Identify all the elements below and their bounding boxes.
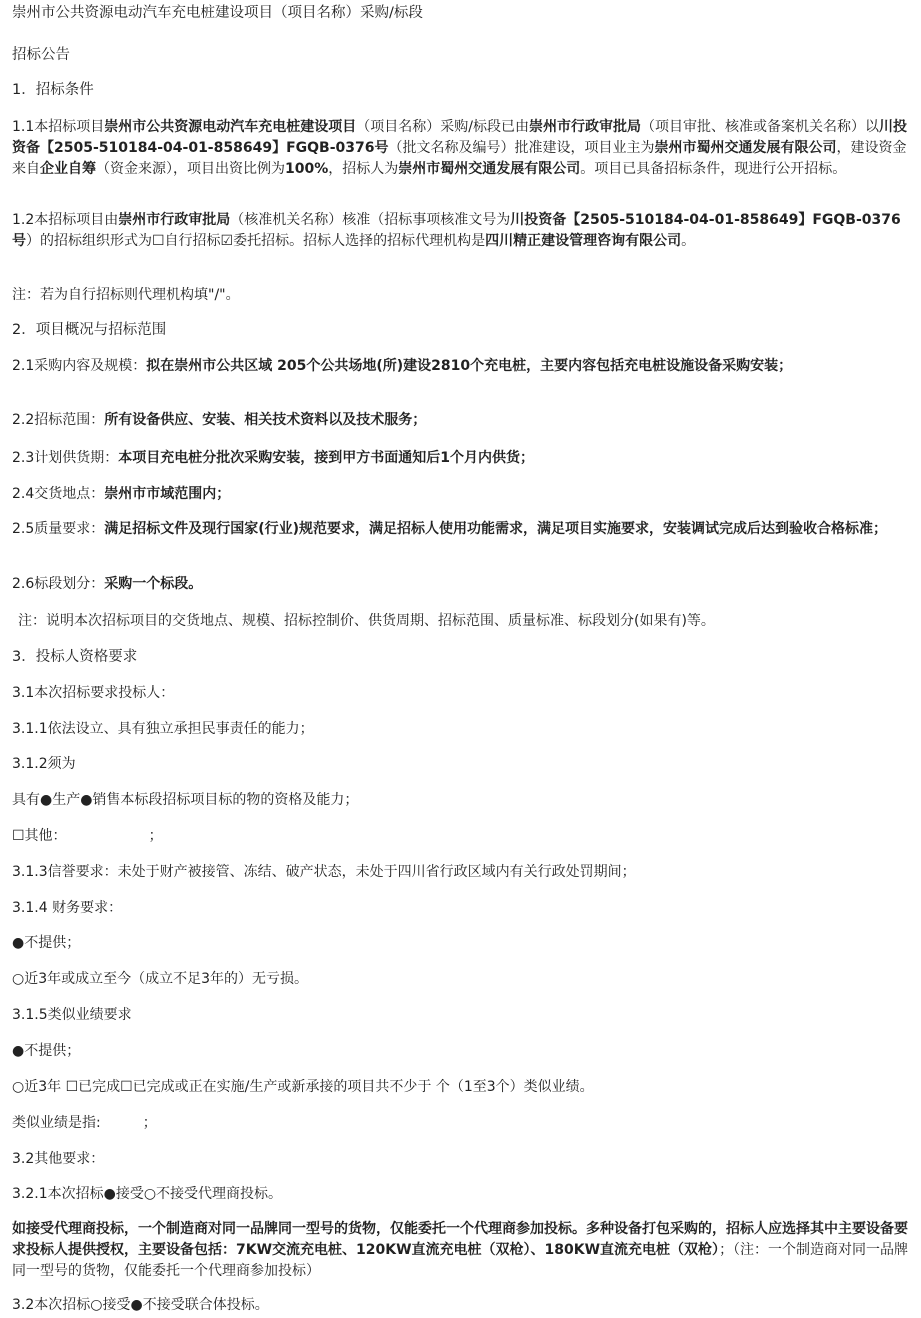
document-title: 崇州市公共资源电动汽车充电桩建设项目（项目名称）采购/标段 xyxy=(12,5,423,21)
line-3-2: 3.2其他要求： xyxy=(12,1151,105,1167)
document-subtitle: 招标公告 xyxy=(12,47,70,63)
section-2-heading: 2．项目概况与招标范围 xyxy=(12,322,167,338)
paragraph-2-1: 2.1采购内容及规模：拟在崇州市公共区域 205个公共场地(所)建设2810个充电桩，主要内容包括充电桩设施设备采购安装； xyxy=(12,358,793,374)
line-3-1-1: 3.1.1依法设立、具有独立承担民事责任的能力； xyxy=(12,721,314,737)
line-3-1: 3.1本次招标要求投标人： xyxy=(12,685,175,701)
section-1-note: 注：若为自行招标则代理机构填"/"。 xyxy=(12,287,240,303)
line-3-1-4-option-a: ●不提供； xyxy=(12,935,81,951)
paragraph-2-2: 2.2招标范围：所有设备供应、安装、相关技术资料以及技术服务； xyxy=(12,412,427,428)
line-3-1-5: 3.1.5类似业绩要求 xyxy=(12,1007,132,1023)
paragraph-1-1: 1.1本招标项目崇州市公共资源电动汽车充电桩建设项目（项目名称）采购/标段已由崇州市行政审批局（项目审批、核准或备案机关名称）以川投资备【2505-510184-04-01-858649】FGQB-0376号（批文名称及编号）批准建设，项目业主为崇州市蜀州交通发展有限公司，建设资金来自企业自筹（资金来源），项目出资比例为100%，招标人为崇州市蜀州交通发展有限公司。项目已具备招标条件，现进行公开招标。 xyxy=(12,119,907,177)
line-similar-performance: 类似业绩是指: ； xyxy=(12,1115,157,1131)
line-3-1-2-other: ☐其他： ； xyxy=(12,828,163,844)
line-3-1-5-option-b: ○近3年 ☐已完成☐已完成或正在实施/生产或新承接的项目共不少于 个（1至3个）类似业绩。 xyxy=(12,1079,594,1095)
paragraph-2-3: 2.3计划供货期：本项目充电桩分批次采购安装，接到甲方书面通知后1个月内供货； xyxy=(12,450,535,466)
paragraph-agent: 如接受代理商投标，一个制造商对同一品牌同一型号的货物，仅能委托一个代理商参加投标。多种设备打包采购的，招标人应选择其中主要设备要求投标人提供授权，主要设备包括：7KW交流充电桩、120KW直流充电桩（双枪）、180KW直流充电桩（双枪）；（注：一个制造商对同一品牌同一型号的货物，仅能委托一个代理商参加投标） xyxy=(12,1221,909,1279)
line-3-1-3: 3.1.3信誉要求：未处于财产被接管、冻结、破产状态，未处于四川省行政区域内有关行政处罚期间； xyxy=(12,864,636,880)
line-3-2-1: 3.2.1本次招标●接受○不接受代理商投标。 xyxy=(12,1186,283,1202)
line-3-1-4-option-b: ○近3年或成立至今（成立不足3年的）无亏损。 xyxy=(12,971,309,987)
section-1-heading: 1．招标条件 xyxy=(12,82,94,98)
line-3-1-2-qualification: 具有●生产●销售本标段招标项目标的物的资格及能力； xyxy=(12,792,359,808)
line-3-2-joint-bid: 3.2本次招标○接受●不接受联合体投标。 xyxy=(12,1297,269,1313)
line-3-1-5-option-a: ●不提供； xyxy=(12,1043,81,1059)
section-2-note: 注：说明本次招标项目的交货地点、规模、招标控制价、供货周期、招标范围、质量标准、标段划分(如果有)等。 xyxy=(18,613,715,629)
paragraph-2-4: 2.4交货地点：崇州市市域范围内； xyxy=(12,486,231,502)
paragraph-2-5: 2.5质量要求：满足招标文件及现行国家(行业)规范要求，满足招标人使用功能需求，满足项目实施要求，安装调试完成后达到验收合格标准； xyxy=(12,521,888,537)
section-3-heading: 3．投标人资格要求 xyxy=(12,649,138,665)
line-3-1-2: 3.1.2须为 xyxy=(12,756,76,772)
paragraph-1-2: 1.2本招标项目由崇州市行政审批局（核准机关名称）核准（招标事项核准文号为川投资备【2505-510184-04-01-858649】FGQB-0376号）的招标组织形式为☐自行招标☑委托招标。招标人选择的招标代理机构是四川精正建设管理咨询有限公司。 xyxy=(12,212,901,249)
line-3-1-4: 3.1.4 财务要求： xyxy=(12,900,123,916)
paragraph-2-6: 2.6标段划分：采购一个标段。 xyxy=(12,576,203,592)
